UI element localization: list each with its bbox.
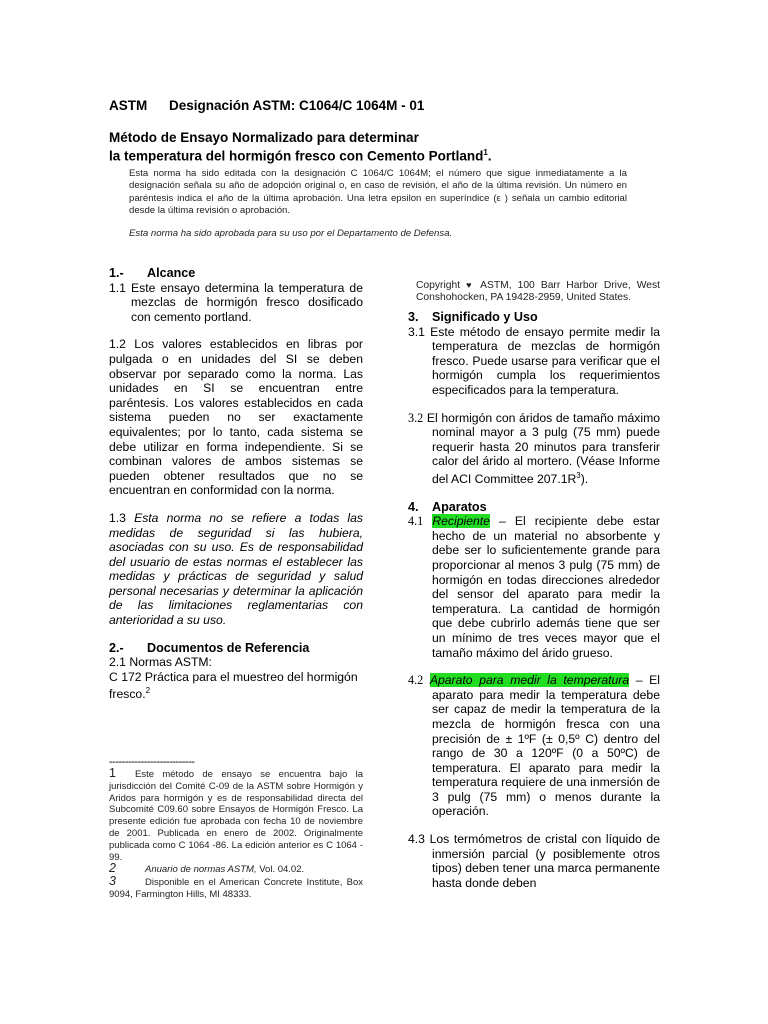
paragraph-3-1: 3.1 Este método de ensayo permite medir la temperatura de mezclas de hormigón fresco. Puede usarse para verificar que el hormigón cumpla los requerimientos especificados para la temperatura.	[408, 324, 660, 397]
title-line-1: Método de Ensayo Normalizado para determinar	[109, 130, 419, 145]
paragraph-4-1: 4.1 Recipiente – El recipiente debe estar hecho de un material no absorbente y debe ser lo suficientemente grande para proporcionar al menos 3 pulg (75 mm) de hormigón en todas direcciones alrededor del sensor del aparato para medir la temperatura. La cantidad de hormigón que debe cubrirlo además tiene que ser un mínimo de tres veces mayor que el tamaño máximo del árido grueso.	[408, 514, 660, 660]
section-3-heading: 3. Significado y Uso	[408, 310, 538, 324]
section-4-heading: 4. Aparatos	[408, 499, 487, 514]
document-title	[109, 130, 669, 164]
reference-c172: C 172 Práctica para el muestreo del hormigón fresco.$^2$	[109, 669, 358, 702]
paragraph-3-2: 3.2 El hormigón con áridos de tamaño máximo nominal mayor a 3 pulg (75 mm) puede requerir hasta 20 minutos para transferir calor del árido al mortero. (Véase Informe del ACI Committee $207.1R^3$).	[408, 410, 660, 486]
paragraph-4-2: 4.2 Aparato para medir la temperatura – El aparato para medir la temperatura debe ser capaz de medir la temperatura de la mezcla de hormigón fresca con una precisión de ± 1ºF (± 0,5º C) dentro del rango de 30 a 120ºF (0 a 50ºC) de temperatura. El aparato para medir la temperatura requiere de una inmersión de 3 pulg (75 mm) o menos durante la operación.	[408, 673, 661, 819]
heart-icon: ♥	[466, 280, 475, 290]
paragraph-4-3: 4.3 Los termómetros de cristal con líquido de inmersión parcial (y posiblemente otros tipos) deben tener una marca permanente hasta donde deben	[408, 832, 660, 890]
right-column	[408, 279, 660, 890]
paragraph-2-1: 2.1 Normas ASTM:	[109, 655, 212, 670]
title-footnote-mark: 1	[483, 148, 488, 157]
footnotes	[109, 756, 363, 901]
left-column	[109, 266, 363, 702]
paragraph-1-3: 1.3 Esta norma no se refiere a todas las medidas de seguridad si las hubiera, asociadas con su uso. Es de responsabilidad del usuario de estas normas el establecer las medidas y prácticas de seguridad y salud personal necesarias y determinar la aplicación de las limitaciones reglamentarias con anterioridad a su uso.	[109, 510, 363, 628]
astm-label: ASTM	[109, 98, 148, 113]
footnote-1: 1 Este método de ensayo se encuentra bajo la jurisdicción del Comité C-09 de la ASTM sobre Hormigón y Aridos para hormigón y es de responsabilidad directa del Subcomité C09.60 sobre Ensayos de Hormigón Fresco. La presente edición fue aprobada con fecha 10 de noviembre de 2001. Publicada en enero de 2002. Originalmente publicada como C 1064 -86. La edición anterior es C 1064 - 99.	[109, 766, 363, 863]
highlight-aparato: Aparato para medir la temperatura	[429, 673, 630, 688]
section-2-heading: 2.- Documentos de Referencia	[109, 640, 310, 655]
copyright-note: Copyright ♥ ASTM, 100 Barr Harbor Drive, West Conshohocken, PA 19428-2959, United States.	[416, 280, 661, 303]
document-header	[109, 98, 424, 113]
designation: Designación ASTM: C1064/C 1064M - 01	[169, 98, 425, 113]
footnote-3: 3 Disponible en el American Concrete Institute, Box 9094, Farmington Hills, MI 48333.	[109, 874, 363, 900]
highlight-recipiente: Recipiente	[432, 514, 490, 529]
footnote-rule: ---------------------------	[109, 756, 195, 768]
approval-notice: Esta norma ha sido aprobada para su uso por el Departamento de Defensa.	[129, 228, 453, 239]
footnote-2: 2 Anuario de normas ASTM, Vol. 04.02.	[109, 861, 305, 876]
edition-notice: Esta norma ha sido editada con la designación C 1064/C 1064M; el número que sigue inmediatamente a la designación señala su año de adopción original o, en caso de revisión, el año de la última revisión. Un número en paréntesis indica el año de la última aprobación. Una letra epsilon en superíndice (ε ) señala un cambio editorial desde la última revisión o aprobación.	[129, 168, 627, 217]
paragraph-1-2: 1.2 Los valores establecidos en libras por pulgada o en unidades del SI se deben observar por separado como la norma. Las unidades en SI se encuentran entre paréntesis. Los valores establecidos en cada sistema pueden no ser exactamente equivalentes; por lo tanto, cada sistema se debe utilizar en forma independiente. Si se combinan valores de ambos sistemas se pueden obtener resultados que no se encuentran en conformidad con la norma.	[109, 337, 363, 498]
section-1-heading: 1.- Alcance	[109, 266, 196, 280]
title-line-2: la temperatura del hormigón fresco con Cemento Portland$^1$.	[109, 148, 492, 164]
paragraph-1-1: 1.1 Este ensayo determina la temperatura de mezclas de hormigón fresco dosificado con cemento portland.	[109, 280, 363, 324]
